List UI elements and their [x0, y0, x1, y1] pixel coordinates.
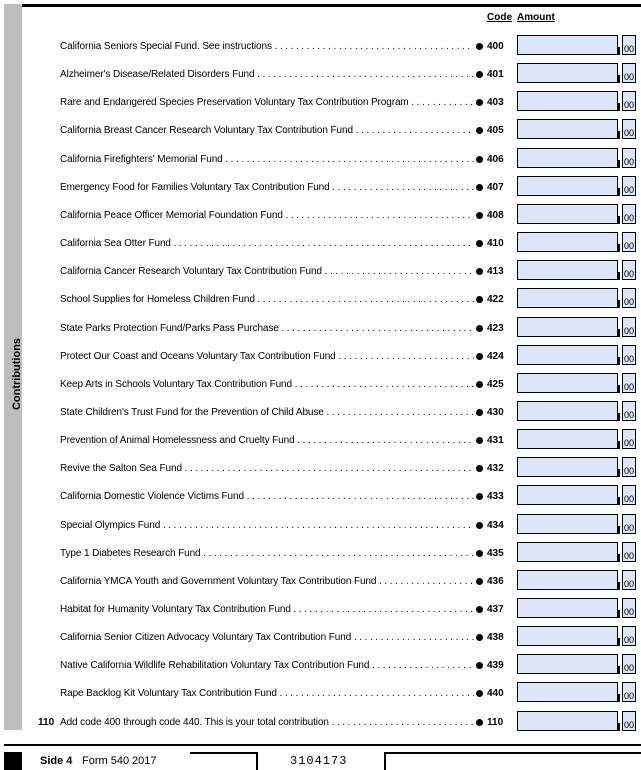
fund-code: 436: [487, 576, 504, 587]
decimal-tick: [618, 131, 620, 139]
bullet-icon: [476, 212, 483, 219]
contribution-row: [0, 232, 641, 256]
contribution-row: [0, 457, 641, 481]
amount-input[interactable]: [517, 35, 618, 55]
fund-code: 406: [487, 154, 504, 165]
fund-code: 110: [487, 717, 504, 728]
bullet-icon: [476, 578, 483, 585]
fund-code: 440: [487, 688, 504, 699]
amount-input[interactable]: [517, 345, 618, 365]
line-number: 110: [38, 717, 55, 728]
decimal-tick: [618, 300, 620, 308]
amount-input[interactable]: [517, 570, 618, 590]
fund-code: 408: [487, 210, 504, 221]
decimal-tick: [618, 666, 620, 674]
cents-box: 00: [622, 260, 636, 280]
fund-code: 424: [487, 351, 504, 362]
fund-description: Protect Our Coast and Oceans Voluntary Tax Contribution Fund . . .: [60, 351, 474, 365]
bullet-icon: [476, 606, 483, 613]
decimal-tick: [618, 694, 620, 702]
contribution-row: [0, 570, 641, 594]
fund-code: 423: [487, 323, 504, 334]
cents-box: 00: [622, 626, 636, 646]
fund-code: 435: [487, 548, 504, 559]
cents-box: 00: [622, 373, 636, 393]
bullet-icon: [476, 719, 483, 726]
amount-input[interactable]: [517, 148, 618, 168]
cents-box: 00: [622, 63, 636, 83]
cents-box: 00: [622, 232, 636, 252]
fund-code: 401: [487, 69, 504, 80]
amount-input[interactable]: [517, 485, 618, 505]
fund-description: Keep Arts in Schools Voluntary Tax Contribution Fund . . .: [60, 379, 474, 393]
contribution-row: [0, 204, 641, 228]
fund-description: School Supplies for Homeless Children Fund . . .: [60, 294, 474, 308]
bullet-icon: [476, 522, 483, 529]
contribution-row: [0, 91, 641, 115]
contribution-row: [0, 542, 641, 566]
decimal-tick: [618, 272, 620, 280]
cents-box: 00: [622, 91, 636, 111]
cents-box: 00: [622, 317, 636, 337]
cents-box: 00: [622, 598, 636, 618]
cents-box: 00: [622, 570, 636, 590]
fund-code: 438: [487, 632, 504, 643]
amount-input[interactable]: [517, 232, 618, 252]
fund-code: 434: [487, 520, 504, 531]
bullet-icon: [476, 465, 483, 472]
bullet-icon: [476, 99, 483, 106]
bullet-icon: [476, 156, 483, 163]
amount-input[interactable]: [517, 457, 618, 477]
footer-rule-left: [190, 752, 256, 754]
contribution-row: [0, 148, 641, 172]
decimal-tick: [618, 497, 620, 505]
decimal-tick: [618, 244, 620, 252]
decimal-tick: [618, 329, 620, 337]
contribution-row: [0, 429, 641, 453]
fund-description: Native California Wildlife Rehabilitation Voluntary Tax Contribution Fund . . .: [60, 660, 474, 674]
decimal-tick: [618, 47, 620, 55]
amount-input[interactable]: [517, 119, 618, 139]
amount-input[interactable]: [517, 63, 618, 83]
fund-description: California YMCA Youth and Government Voluntary Tax Contribution Fund . . .: [60, 576, 474, 590]
fund-description: California Sea Otter Fund . . .: [60, 238, 474, 252]
contribution-row: [0, 63, 641, 87]
amount-input[interactable]: [517, 542, 618, 562]
cents-box: 00: [622, 288, 636, 308]
amount-input[interactable]: [517, 654, 618, 674]
contribution-row: [0, 654, 641, 678]
fund-description: Emergency Food for Families Voluntary Tax Contribution Fund . . .: [60, 182, 474, 196]
amount-input[interactable]: [517, 317, 618, 337]
bullet-icon: [476, 240, 483, 247]
bullet-icon: [476, 437, 483, 444]
amount-input[interactable]: [517, 429, 618, 449]
fund-description: California Domestic Violence Victims Fund . . .: [60, 491, 474, 505]
cents-box: 00: [622, 401, 636, 421]
decimal-tick: [618, 582, 620, 590]
footer-document-code: 3104173: [290, 754, 348, 768]
bullet-icon: [476, 409, 483, 416]
fund-description: Rape Backlog Kit Voluntary Tax Contribution Fund . . .: [60, 688, 474, 702]
cents-box: 00: [622, 35, 636, 55]
fund-description: California Peace Officer Memorial Foundation Fund . . .: [60, 210, 474, 224]
cents-box: 00: [622, 514, 636, 534]
fund-description: Special Olympics Fund . . .: [60, 520, 474, 534]
bullet-icon: [476, 634, 483, 641]
amount-input[interactable]: [517, 711, 618, 731]
fund-code: 422: [487, 294, 504, 305]
fund-description: Add code 400 through code 440. This is your total contribution . . .: [60, 717, 474, 731]
fund-description: California Cancer Research Voluntary Tax Contribution Fund . . .: [60, 266, 474, 280]
decimal-tick: [618, 385, 620, 393]
amount-input[interactable]: [517, 288, 618, 308]
contribution-row: [0, 373, 641, 397]
fund-description: Rare and Endangered Species Preservation Voluntary Tax Contribution Program . . .: [60, 97, 474, 111]
fund-code: 413: [487, 266, 504, 277]
fund-description: Habitat for Humanity Voluntary Tax Contribution Fund . . .: [60, 604, 474, 618]
fund-description: California Senior Citizen Advocacy Voluntary Tax Contribution Fund . . .: [60, 632, 474, 646]
contribution-row: [0, 598, 641, 622]
decimal-tick: [618, 441, 620, 449]
contribution-row: [0, 176, 641, 200]
bullet-icon: [476, 353, 483, 360]
decimal-tick: [618, 610, 620, 618]
bullet-icon: [476, 184, 483, 191]
bullet-icon: [476, 662, 483, 669]
fund-code: 439: [487, 660, 504, 671]
footer-rule-right: [384, 752, 641, 754]
footer-tick-right: [384, 752, 386, 770]
decimal-tick: [618, 638, 620, 646]
decimal-tick: [618, 357, 620, 365]
fund-code: 405: [487, 125, 504, 136]
contribution-row: [0, 288, 641, 312]
bullet-icon: [476, 690, 483, 697]
fund-description: California Seniors Special Fund. See instructions . . .: [60, 41, 474, 55]
fund-code: 431: [487, 435, 504, 446]
contribution-row: [0, 119, 641, 143]
fund-description: Prevention of Animal Homelessness and Cruelty Fund . . .: [60, 435, 474, 449]
fund-code: 432: [487, 463, 504, 474]
cents-box: 00: [622, 682, 636, 702]
bullet-icon: [476, 71, 483, 78]
cents-box: 00: [622, 204, 636, 224]
footer-marker: [4, 752, 22, 770]
bullet-icon: [476, 381, 483, 388]
contribution-row: [0, 401, 641, 425]
cents-box: 00: [622, 542, 636, 562]
code-column-header: Code: [487, 12, 512, 23]
cents-box: 00: [622, 429, 636, 449]
fund-code: 430: [487, 407, 504, 418]
amount-input[interactable]: [517, 260, 618, 280]
decimal-tick: [618, 723, 620, 731]
fund-code: 403: [487, 97, 504, 108]
decimal-tick: [618, 160, 620, 168]
fund-description: State Parks Protection Fund/Parks Pass Purchase . . .: [60, 323, 474, 337]
fund-code: 425: [487, 379, 504, 390]
fund-code: 410: [487, 238, 504, 249]
cents-box: 00: [622, 119, 636, 139]
decimal-tick: [618, 216, 620, 224]
footer-year: 2017: [132, 755, 157, 767]
decimal-tick: [618, 103, 620, 111]
contribution-row: [0, 682, 641, 706]
fund-code: 407: [487, 182, 504, 193]
bullet-icon: [476, 325, 483, 332]
bullet-icon: [476, 493, 483, 500]
page-footer: [0, 746, 641, 770]
amount-column-header: Amount: [517, 12, 555, 23]
decimal-tick: [618, 526, 620, 534]
contribution-row: [0, 514, 641, 538]
amount-input[interactable]: [517, 626, 618, 646]
top-rule: [22, 4, 641, 7]
cents-box: 00: [622, 485, 636, 505]
fund-description: California Firefighters' Memorial Fund . . .: [60, 154, 474, 168]
contribution-row: [0, 711, 641, 735]
fund-description: State Children's Trust Fund for the Prevention of Child Abuse . . .: [60, 407, 474, 421]
cents-box: 00: [622, 654, 636, 674]
fund-description: Type 1 Diabetes Research Fund . . .: [60, 548, 474, 562]
amount-input[interactable]: [517, 598, 618, 618]
fund-code: 437: [487, 604, 504, 615]
cents-box: 00: [622, 345, 636, 365]
bullet-icon: [476, 127, 483, 134]
bullet-icon: [476, 268, 483, 275]
contribution-row: [0, 260, 641, 284]
amount-input[interactable]: [517, 91, 618, 111]
decimal-tick: [618, 188, 620, 196]
amount-input[interactable]: [517, 401, 618, 421]
amount-input[interactable]: [517, 682, 618, 702]
cents-box: 00: [622, 148, 636, 168]
decimal-tick: [618, 413, 620, 421]
amount-input[interactable]: [517, 514, 618, 534]
sidebar-label: Contributions: [11, 337, 23, 411]
decimal-tick: [618, 75, 620, 83]
cents-box: 00: [622, 176, 636, 196]
bullet-icon: [476, 43, 483, 50]
footer-tick-left: [256, 752, 258, 770]
footer-side: Side 4: [40, 755, 73, 767]
fund-description: Alzheimer's Disease/Related Disorders Fund . . .: [60, 69, 474, 83]
contribution-row: [0, 626, 641, 650]
footer-form: Form 540: [82, 755, 130, 767]
decimal-tick: [618, 554, 620, 562]
amount-input[interactable]: [517, 373, 618, 393]
contribution-row: [0, 485, 641, 509]
amount-input[interactable]: [517, 204, 618, 224]
bullet-icon: [476, 550, 483, 557]
fund-description: California Breast Cancer Research Voluntary Tax Contribution Fund . . .: [60, 125, 474, 139]
fund-description: Revive the Salton Sea Fund . . .: [60, 463, 474, 477]
fund-code: 400: [487, 41, 504, 52]
cents-box: 00: [622, 457, 636, 477]
contribution-row: [0, 345, 641, 369]
fund-code: 433: [487, 491, 504, 502]
cents-box: 00: [622, 711, 636, 731]
contribution-row: [0, 35, 641, 59]
decimal-tick: [618, 469, 620, 477]
contribution-row: [0, 317, 641, 341]
bullet-icon: [476, 296, 483, 303]
amount-input[interactable]: [517, 176, 618, 196]
